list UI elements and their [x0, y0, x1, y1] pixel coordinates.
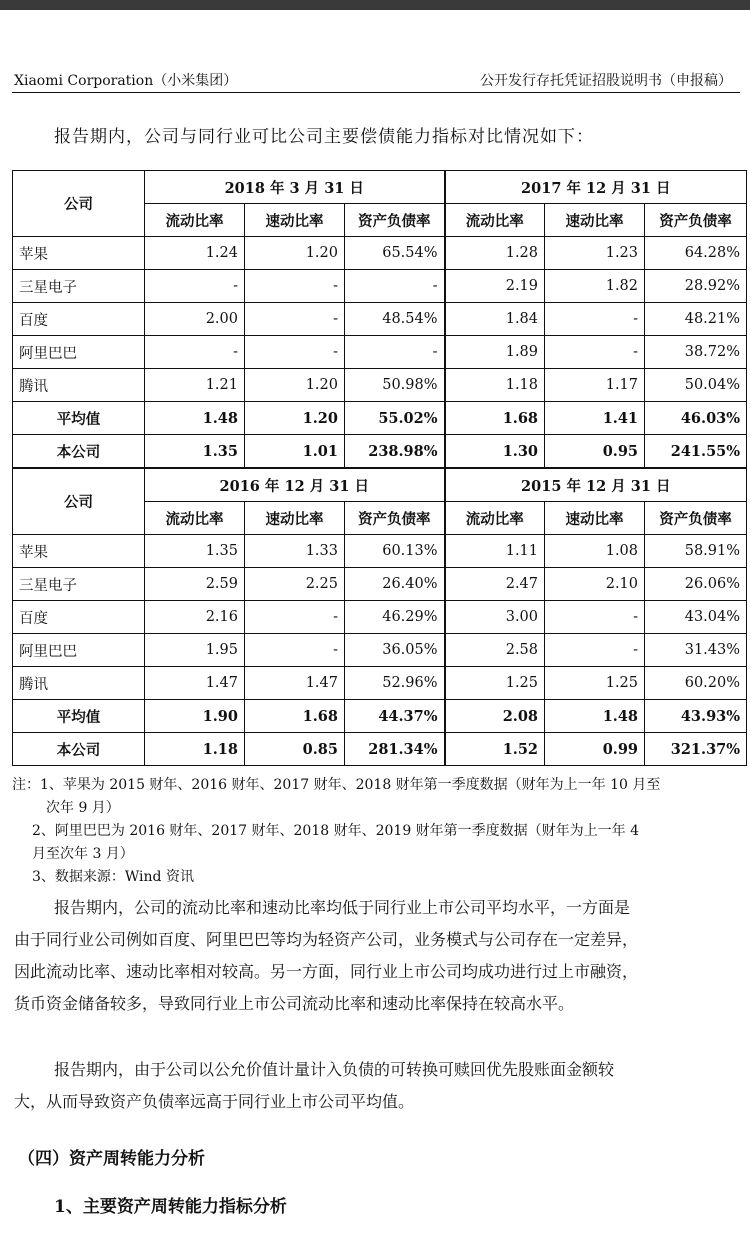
period-header: 2017 年 12 月 31 日	[445, 171, 747, 204]
table-row	[13, 634, 747, 667]
value-cell: 1.25	[445, 667, 545, 700]
value-cell: 2.58	[445, 634, 545, 667]
value-cell: 1.48	[545, 700, 645, 733]
metric-header: 流动比率	[445, 204, 545, 237]
note-1-cont: 次年 9 月）	[46, 800, 120, 816]
value-cell: 1.48	[145, 402, 245, 435]
company-name-cell: 平均值	[13, 700, 145, 733]
value-cell: 321.37%	[645, 733, 747, 766]
value-cell: -	[245, 601, 345, 634]
metric-header: 资产负债率	[345, 502, 445, 535]
solvency-comparison-table	[12, 170, 747, 766]
value-cell: 1.68	[445, 402, 545, 435]
value-cell: -	[345, 270, 445, 303]
company-name-cell: 苹果	[13, 535, 145, 568]
value-cell: 44.37%	[345, 700, 445, 733]
value-cell: 1.20	[245, 402, 345, 435]
value-cell: 26.40%	[345, 568, 445, 601]
value-cell: 1.47	[145, 667, 245, 700]
company-name-cell: 百度	[13, 303, 145, 336]
section-heading: （四）资产周转能力分析	[18, 1149, 205, 1169]
company-column-header: 公司	[13, 171, 145, 237]
analysis-paragraph-2	[14, 1054, 744, 1118]
value-cell: 65.54%	[345, 237, 445, 270]
value-cell: -	[245, 303, 345, 336]
value-cell: 36.05%	[345, 634, 445, 667]
value-cell: 1.90	[145, 700, 245, 733]
value-cell: 46.03%	[645, 402, 747, 435]
value-cell: 281.34%	[345, 733, 445, 766]
metric-header: 资产负债率	[645, 502, 747, 535]
value-cell: 28.92%	[645, 270, 747, 303]
period-header: 2016 年 12 月 31 日	[145, 468, 445, 502]
value-cell: -	[545, 634, 645, 667]
table-row	[13, 369, 747, 402]
value-cell: 50.04%	[645, 369, 747, 402]
table-row	[13, 535, 747, 568]
company-column-header: 公司	[13, 468, 145, 535]
value-cell: 1.20	[245, 369, 345, 402]
value-cell: -	[545, 336, 645, 369]
value-cell: -	[245, 634, 345, 667]
period-header-row	[13, 171, 747, 204]
paragraph-line: 货币资金储备较多，导致同行业上市公司流动比率和速动比率保持在较高水平。	[14, 994, 575, 1013]
note-3: 3、数据来源：Wind 资讯	[32, 869, 194, 885]
value-cell: 38.72%	[645, 336, 747, 369]
value-cell: 1.89	[445, 336, 545, 369]
table-row	[13, 303, 747, 336]
value-cell: 1.18	[445, 369, 545, 402]
value-cell: 1.24	[145, 237, 245, 270]
value-cell: 1.52	[445, 733, 545, 766]
value-cell: 241.55%	[645, 435, 747, 469]
value-cell: 1.84	[445, 303, 545, 336]
value-cell: 52.96%	[345, 667, 445, 700]
table-row	[13, 336, 747, 369]
company-name-cell: 阿里巴巴	[13, 336, 145, 369]
value-cell: 2.16	[145, 601, 245, 634]
value-cell: 2.10	[545, 568, 645, 601]
value-cell: 60.13%	[345, 535, 445, 568]
value-cell: 43.04%	[645, 601, 747, 634]
value-cell: 1.08	[545, 535, 645, 568]
company-name-cell: 三星电子	[13, 568, 145, 601]
table-row	[13, 435, 747, 469]
metric-header: 流动比率	[145, 204, 245, 237]
header-company: Xiaomi Corporation（小米集团）	[14, 73, 238, 89]
value-cell: 0.85	[245, 733, 345, 766]
note-2-cont: 月至次年 3 月）	[32, 846, 134, 862]
subsection-heading: 1、主要资产周转能力指标分析	[54, 1197, 287, 1217]
paragraph-line: 由于同行业公司例如百度、阿里巴巴等均为轻资产公司，业务模式与公司存在一定差异，	[14, 930, 639, 949]
metric-header: 流动比率	[445, 502, 545, 535]
value-cell: 26.06%	[645, 568, 747, 601]
value-cell: 1.11	[445, 535, 545, 568]
value-cell: 1.47	[245, 667, 345, 700]
company-name-cell: 苹果	[13, 237, 145, 270]
header-divider	[12, 92, 740, 93]
table-row	[13, 700, 747, 733]
value-cell: 55.02%	[345, 402, 445, 435]
company-name-cell: 本公司	[13, 733, 145, 766]
period-header-row	[13, 468, 747, 502]
metric-header: 速动比率	[545, 502, 645, 535]
analysis-paragraph-1	[14, 892, 744, 1020]
metric-header: 流动比率	[145, 502, 245, 535]
value-cell: -	[345, 336, 445, 369]
value-cell: 1.21	[145, 369, 245, 402]
value-cell: 2.47	[445, 568, 545, 601]
company-name-cell: 平均值	[13, 402, 145, 435]
value-cell: 1.41	[545, 402, 645, 435]
table-row	[13, 667, 747, 700]
table-row	[13, 568, 747, 601]
value-cell: -	[145, 270, 245, 303]
table-row	[13, 733, 747, 766]
value-cell: 2.59	[145, 568, 245, 601]
value-cell: 64.28%	[645, 237, 747, 270]
value-cell: 1.20	[245, 237, 345, 270]
value-cell: 50.98%	[345, 369, 445, 402]
value-cell: 1.23	[545, 237, 645, 270]
value-cell: 1.95	[145, 634, 245, 667]
table-row	[13, 601, 747, 634]
period-header: 2018 年 3 月 31 日	[145, 171, 445, 204]
value-cell: 1.17	[545, 369, 645, 402]
top-bar	[0, 0, 750, 10]
note-1: 注：1、苹果为 2015 财年、2016 财年、2017 财年、2018 财年第一季度数据（财年为上一年 10 月至	[12, 777, 661, 793]
value-cell: -	[545, 601, 645, 634]
paragraph-line: 因此流动比率、速动比率相对较高。另一方面，同行业上市公司均成功进行过上市融资，	[14, 962, 639, 981]
company-name-cell: 本公司	[13, 435, 145, 469]
metric-header: 速动比率	[245, 502, 345, 535]
company-name-cell: 腾讯	[13, 667, 145, 700]
value-cell: 60.20%	[645, 667, 747, 700]
value-cell: 1.28	[445, 237, 545, 270]
value-cell: 1.33	[245, 535, 345, 568]
value-cell: 2.08	[445, 700, 545, 733]
value-cell: -	[245, 270, 345, 303]
metric-header: 速动比率	[245, 204, 345, 237]
value-cell: 2.00	[145, 303, 245, 336]
value-cell: 2.25	[245, 568, 345, 601]
value-cell: -	[545, 303, 645, 336]
table-notes	[12, 774, 747, 889]
header-doc-title: 公开发行存托凭证招股说明书（申报稿）	[480, 73, 732, 89]
value-cell: 1.18	[145, 733, 245, 766]
intro-text: 报告期内，公司与同行业可比公司主要偿债能力指标对比情况如下：	[54, 127, 594, 147]
value-cell: -	[145, 336, 245, 369]
table-row	[13, 402, 747, 435]
paragraph-line: 大，从而导致资产负债率远高于同行业上市公司平均值。	[14, 1092, 415, 1111]
company-name-cell: 三星电子	[13, 270, 145, 303]
company-name-cell: 百度	[13, 601, 145, 634]
value-cell: 1.25	[545, 667, 645, 700]
table-row	[13, 270, 747, 303]
value-cell: 1.30	[445, 435, 545, 469]
table-row	[13, 237, 747, 270]
value-cell: 238.98%	[345, 435, 445, 469]
value-cell: 0.99	[545, 733, 645, 766]
value-cell: 46.29%	[345, 601, 445, 634]
period-header: 2015 年 12 月 31 日	[445, 468, 747, 502]
note-2: 2、阿里巴巴为 2016 财年、2017 财年、2018 财年、2019 财年第一季度数据（财年为上一年 4	[32, 823, 640, 839]
value-cell: -	[245, 336, 345, 369]
company-name-cell: 腾讯	[13, 369, 145, 402]
value-cell: 58.91%	[645, 535, 747, 568]
value-cell: 2.19	[445, 270, 545, 303]
value-cell: 1.35	[145, 435, 245, 469]
value-cell: 0.95	[545, 435, 645, 469]
company-name-cell: 阿里巴巴	[13, 634, 145, 667]
metric-header: 速动比率	[545, 204, 645, 237]
value-cell: 1.82	[545, 270, 645, 303]
value-cell: 1.01	[245, 435, 345, 469]
value-cell: 43.93%	[645, 700, 747, 733]
metric-header: 资产负债率	[645, 204, 747, 237]
value-cell: 48.54%	[345, 303, 445, 336]
value-cell: 1.68	[245, 700, 345, 733]
paragraph-line: 报告期内，公司的流动比率和速动比率均低于同行业上市公司平均水平，一方面是	[54, 898, 631, 917]
value-cell: 3.00	[445, 601, 545, 634]
value-cell: 31.43%	[645, 634, 747, 667]
metric-header: 资产负债率	[345, 204, 445, 237]
value-cell: 1.35	[145, 535, 245, 568]
value-cell: 48.21%	[645, 303, 747, 336]
paragraph-line: 报告期内，由于公司以公允价值计量计入负债的可转换可赎回优先股账面金额较	[54, 1060, 615, 1079]
